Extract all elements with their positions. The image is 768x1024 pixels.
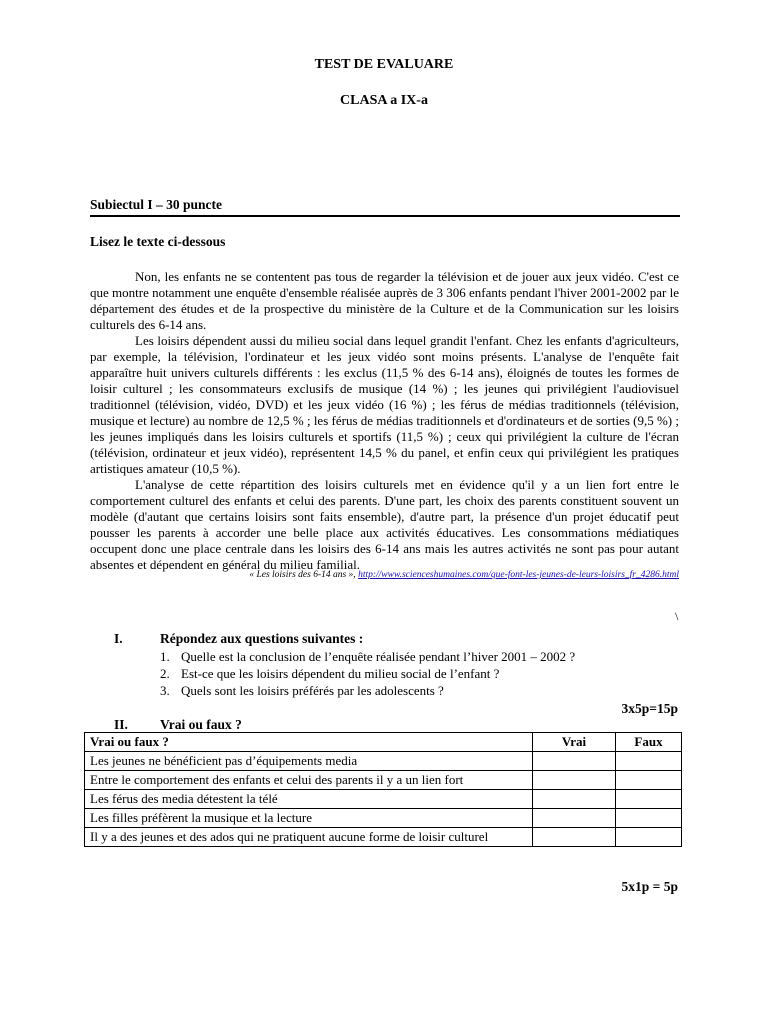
faux-cell[interactable] (616, 752, 682, 771)
table-row (85, 771, 682, 790)
heading-divider (90, 215, 680, 217)
question-item: 3. Quels sont les loisirs préférés par les adolescents ? (160, 683, 444, 698)
source-link[interactable]: http://www.scienceshumaines.com/que-font-les-jeunes-de-leurs-loisirs_fr_4286.html (358, 570, 679, 580)
text-paragraph-1: Non, les enfants ne se contentent pas tous de regarder la télévision et de jouer aux jeux vidéo. C'est ce que montre notamment une enquête d'ensemble réalisée auprès de 3 306 enfants pendant l'hiver 2001-2002 par le département des études et de la prospective du ministère de la Culture et de la Communication sur les loisirs culturels des 6-14 ans. (90, 269, 679, 332)
faux-cell[interactable] (616, 790, 682, 809)
stray-mark: \ (675, 609, 679, 623)
table-row (85, 828, 682, 847)
section-2-number: II. (114, 717, 128, 732)
faux-cell[interactable] (616, 809, 682, 828)
document-title: TEST DE EVALUARE (314, 57, 454, 72)
section-1-score: 3x5p=15p (621, 701, 678, 716)
text-paragraph-3: L'analyse de cette répartition des loisirs culturels met en évidence qu'il y a un lien fort entre le comportement culturel des enfants et celui des parents. D'une part, les choix des parents constituent souvent un modèle (d'autant que certains loisirs sont faits ensemble), d'autre part, la présence d'un projet éducatif peut pousser les parents à accorder une belle place aux activités éducatives. Les consommations médiatiques occupent donc une place centrale dans les loisirs des 6-14 ans mais les autres activités ne sont pas pour autant absentes et dépendent en général du milieu familial. (90, 477, 679, 572)
vrai-cell[interactable] (533, 790, 616, 809)
vrai-cell[interactable] (533, 752, 616, 771)
question-item: 1. Quelle est la conclusion de l’enquête réalisée pendant l’hiver 2001 – 2002 ? (160, 649, 576, 664)
table-header-row (85, 733, 682, 752)
reading-text (90, 269, 679, 573)
vrai-cell[interactable] (533, 771, 616, 790)
section-2-title: Vrai ou faux ? (160, 717, 242, 732)
statement-cell: Les férus des media détestent la télé (85, 790, 533, 809)
statement-cell: Les jeunes ne bénéficient pas d’équipements media (85, 752, 533, 771)
vrai-cell[interactable] (533, 809, 616, 828)
class-label: CLASA a IX-a (340, 93, 428, 108)
table-row (85, 790, 682, 809)
header-faux: Faux (616, 733, 682, 752)
table-row (85, 809, 682, 828)
table-row (85, 752, 682, 771)
vrai-cell[interactable] (533, 828, 616, 847)
section-2-score: 5x1p = 5p (621, 879, 678, 894)
reading-instruction: Lisez le texte ci-dessous (90, 234, 226, 249)
question-item: 2. Est-ce que les loisirs dépendent du milieu social de l’enfant ? (160, 666, 500, 681)
statement-cell: Entre le comportement des enfants et celui des parents il y a un lien fort (85, 771, 533, 790)
header-vrai: Vrai (533, 733, 616, 752)
text-paragraph-2: Les loisirs dépendent aussi du milieu social dans lequel grandit l'enfant. Chez les enfants d'agriculteurs, par exemple, la télévision, l'ordinateur et les jeux vidéo sont moins présents. L'analyse de l'enquête fait apparaître huit univers culturels différents : les exclus (11,5 % des 6-14 ans), éloignés de toutes les formes de loisir culturel ; les consommateurs exclusifs de musique (14 %) ; les jeunes qui privilégient l'audiovisuel traditionnel (télévision, vidéo, DVD) et les jeux vidéo (16 %) ; les férus de médias traditionnels (télévision, musique et lecture) au nombre de 12,5 % ; les férus de médias traditionnels et d'ordinateurs et de sorties (9,5 %) ; les jeunes impliqués dans les loisirs culturels et sportifs (11,5 %) ; ceux qui privilégient la culture de l'écran (télévision, ordinateur et jeux vidéo), représentent 14,5 % du panel, et enfin ceux qui privilégient les pratiques artistiques amateur (10,5 %). (90, 333, 679, 476)
question-text: Quels sont les loisirs préférés par les adolescents ? (181, 683, 444, 698)
subject-heading: Subiectul I – 30 puncte (90, 197, 223, 212)
source-prefix: « Les loisirs des 6-14 ans », (249, 570, 359, 580)
true-false-table (84, 732, 682, 847)
question-text: Est-ce que les loisirs dépendent du milieu social de l’enfant ? (181, 666, 500, 681)
faux-cell[interactable] (616, 828, 682, 847)
question-list (160, 648, 575, 699)
faux-cell[interactable] (616, 771, 682, 790)
section-1-number: I. (114, 631, 123, 646)
statement-cell: Il y a des jeunes et des ados qui ne pratiquent aucune forme de loisir culturel (85, 828, 533, 847)
source-citation (90, 569, 679, 581)
header-statement: Vrai ou faux ? (85, 733, 533, 752)
statement-cell: Les filles préfèrent la musique et la lecture (85, 809, 533, 828)
section-1-title: Répondez aux questions suivantes : (160, 631, 364, 646)
question-text: Quelle est la conclusion de l’enquête réalisée pendant l’hiver 2001 – 2002 ? (181, 649, 576, 664)
